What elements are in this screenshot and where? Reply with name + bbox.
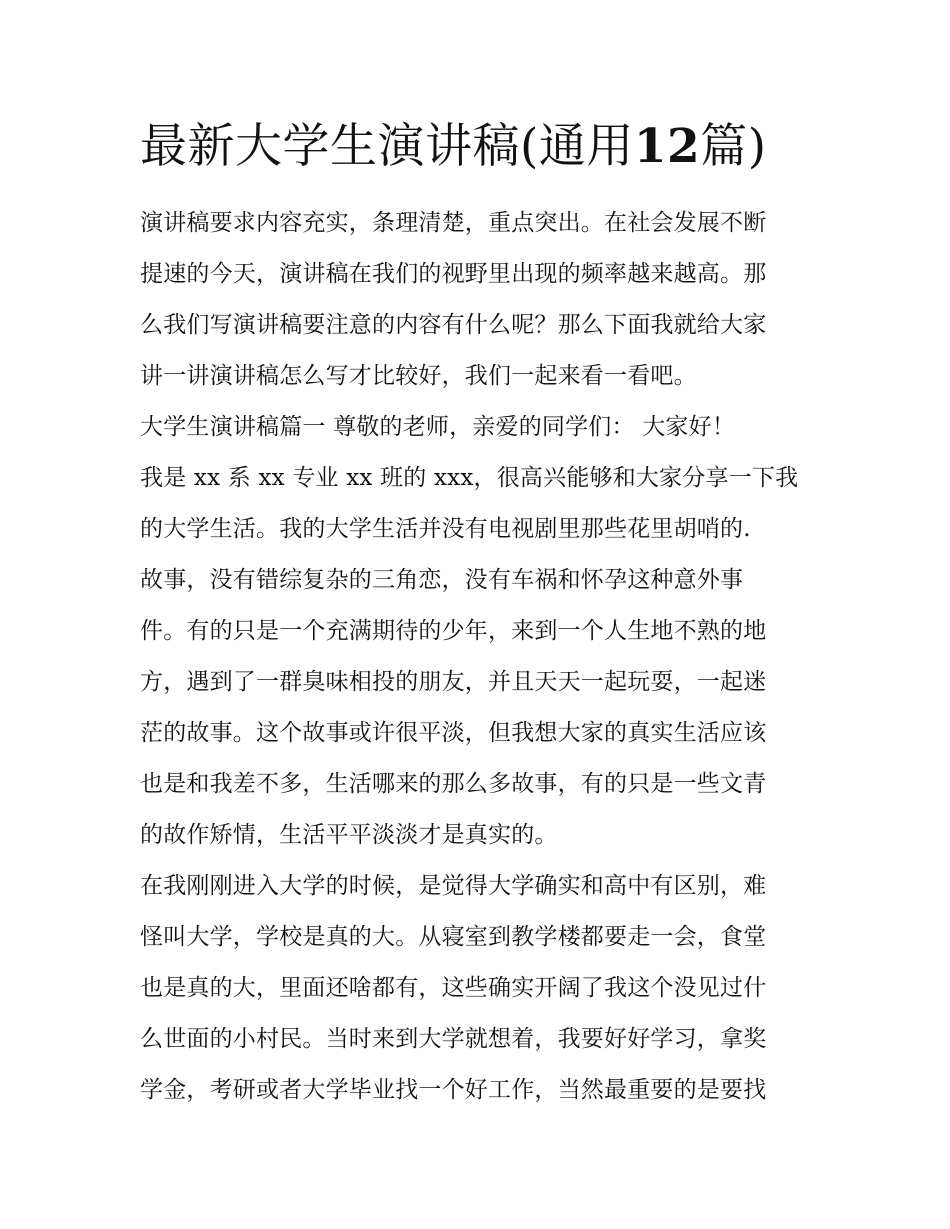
text-line: 学金，考研或者大学毕业找一个好工作，当然最重要的是要找: [140, 1077, 767, 1103]
text-line: 也是和我差不多，生活哪来的那么多故事，有的只是一些文青: [140, 771, 767, 797]
text-line: 也是真的大，里面还啥都有，这些确实开阔了我这个没见过什: [140, 975, 767, 1001]
text-line: 在我刚刚进入大学的时候，是觉得大学确实和高中有区别，难: [140, 873, 767, 899]
text-line: 么我们写演讲稿要注意的内容有什么呢？那么下面我就给大家: [140, 312, 767, 338]
body-text: [140, 198, 820, 1116]
text-line: 方，遇到了一群臭味相投的朋友，并且天天一起玩耍，一起迷: [140, 669, 767, 695]
text-line: 演讲稿要求内容充实，条理清楚，重点突出。在社会发展不断: [140, 210, 767, 236]
text-line: 提速的今天，演讲稿在我们的视野里出现的频率越来越高。那: [140, 261, 767, 287]
text-line: 的故作矫情，生活平平淡淡才是真实的。: [140, 822, 558, 848]
title-number: 12: [633, 119, 701, 174]
text-line: 故事，没有错综复杂的三角恋，没有车祸和怀孕这种意外事: [140, 567, 744, 593]
title-suffix: 篇): [700, 119, 767, 174]
text-line: 么世面的小村民。当时来到大学就想着，我要好好学习，拿奖: [140, 1026, 767, 1052]
page-title: [140, 112, 767, 182]
title-prefix: 最新大学生演讲稿(通用: [140, 119, 634, 174]
text-line: 茫的故事。这个故事或许很平淡，但我想大家的真实生活应该: [140, 720, 767, 746]
text-line: 我是 xx 系 xx 专业 xx 班的 xxx，很高兴能够和大家分享一下我: [140, 465, 799, 491]
text-line: 怪叫大学，学校是真的大。从寝室到教学楼都要走一会，食堂: [140, 924, 767, 950]
text-line: 的大学生活。我的大学生活并没有电视剧里那些花里胡哨的.: [140, 516, 751, 542]
text-line: 件。有的只是一个充满期待的少年，来到一个人生地不熟的地: [140, 618, 767, 644]
text-line: 讲一讲演讲稿怎么写才比较好，我们一起来看一看吧。: [140, 363, 697, 389]
text-line: 大学生演讲稿篇一 尊敬的老师，亲爱的同学们： 大家好！: [140, 414, 736, 440]
